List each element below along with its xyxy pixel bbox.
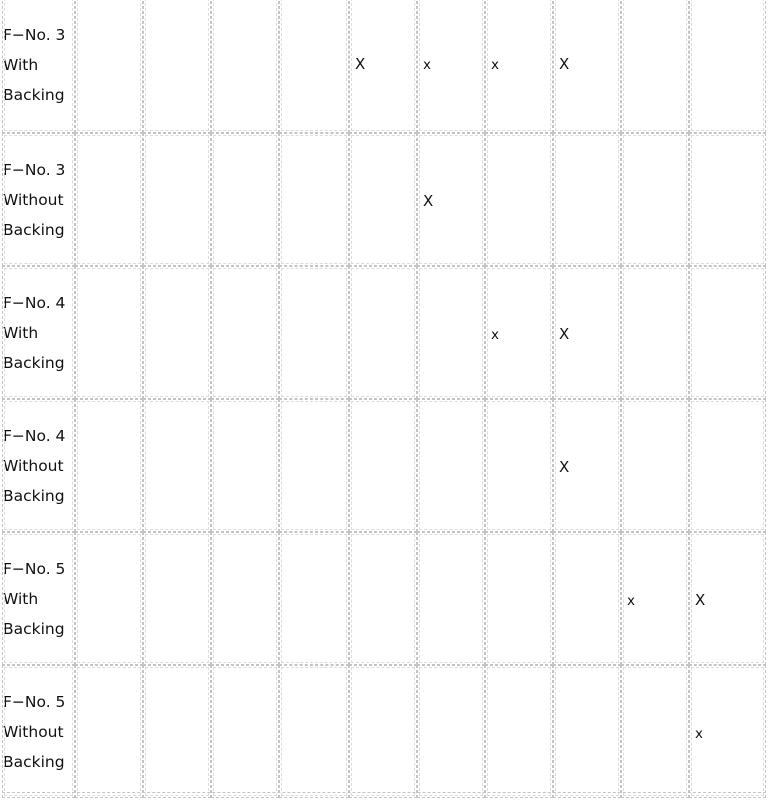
mark-cell — [485, 133, 553, 266]
mark-cell — [349, 532, 417, 665]
mark-symbol: X — [559, 458, 570, 476]
mark-cell — [417, 399, 485, 532]
table-row — [2, 0, 766, 133]
mark-cell — [143, 399, 211, 532]
row-label-line: F−No. 5 — [3, 559, 66, 578]
mark-cell — [279, 665, 349, 798]
mark-cell — [553, 133, 621, 266]
mark-cell — [75, 266, 143, 399]
mark-cell — [417, 133, 485, 266]
mark-symbol: x — [627, 593, 635, 609]
row-label-cell — [2, 532, 75, 665]
mark-cell — [279, 0, 349, 133]
table-row — [2, 133, 766, 266]
mark-symbol: X — [695, 591, 706, 609]
table-row — [2, 532, 766, 665]
row-label-cell — [2, 665, 75, 798]
mark-cell — [211, 266, 279, 399]
mark-cell — [417, 532, 485, 665]
row-label-line: Without — [3, 456, 64, 475]
row-label-line: F−No. 4 — [3, 426, 66, 445]
row-label-line: F−No. 3 — [3, 25, 66, 44]
mark-symbol: X — [355, 55, 366, 73]
mark-cell — [417, 266, 485, 399]
mark-cell — [553, 665, 621, 798]
mark-cell — [689, 0, 766, 133]
mark-cell — [689, 133, 766, 266]
mark-cell — [143, 133, 211, 266]
row-label-cell — [2, 266, 75, 399]
mark-cell — [553, 532, 621, 665]
row-label-line: F−No. 5 — [3, 692, 66, 711]
table-row — [2, 665, 766, 798]
row-label-line: F−No. 3 — [3, 160, 66, 179]
mark-cell — [689, 399, 766, 532]
mark-cell — [621, 0, 689, 133]
mark-cell — [211, 0, 279, 133]
mark-cell — [279, 399, 349, 532]
row-label-cell — [2, 0, 75, 133]
row-label-cell — [2, 399, 75, 532]
row-label-line: Backing — [3, 353, 65, 372]
mark-cell — [349, 0, 417, 133]
row-label-line: With — [3, 55, 39, 74]
row-label-line: F−No. 4 — [3, 293, 66, 312]
mark-cell — [553, 399, 621, 532]
table-row — [2, 266, 766, 399]
row-label-line: Backing — [3, 619, 65, 638]
table-row — [2, 399, 766, 532]
mark-cell — [211, 399, 279, 532]
mark-cell — [553, 0, 621, 133]
mark-cell — [349, 133, 417, 266]
mark-cell — [621, 665, 689, 798]
mark-symbol: x — [423, 57, 431, 73]
mark-symbol: x — [695, 726, 703, 742]
mark-cell — [417, 0, 485, 133]
mark-cell — [553, 266, 621, 399]
mark-cell — [75, 665, 143, 798]
row-label-line: Without — [3, 190, 64, 209]
mark-cell — [211, 133, 279, 266]
row-label-line: Backing — [3, 486, 65, 505]
mark-cell — [621, 266, 689, 399]
mark-cell — [75, 532, 143, 665]
mark-cell — [349, 399, 417, 532]
mark-cell — [75, 399, 143, 532]
row-label-line: With — [3, 589, 39, 608]
mark-cell — [621, 532, 689, 665]
mark-cell — [75, 133, 143, 266]
mark-cell — [485, 665, 553, 798]
mark-cell — [485, 0, 553, 133]
mark-cell — [143, 532, 211, 665]
mark-cell — [143, 266, 211, 399]
row-label-cell — [2, 133, 75, 266]
mark-cell — [143, 0, 211, 133]
row-label-line: Backing — [3, 220, 65, 239]
table-body — [2, 0, 766, 798]
mark-cell — [279, 133, 349, 266]
mark-cell — [621, 399, 689, 532]
mark-cell — [349, 665, 417, 798]
mark-cell — [689, 665, 766, 798]
mark-symbol: X — [423, 192, 434, 210]
mark-cell — [211, 665, 279, 798]
mark-cell — [279, 532, 349, 665]
mark-cell — [485, 399, 553, 532]
mark-symbol: X — [559, 325, 570, 343]
mark-cell — [75, 0, 143, 133]
mark-cell — [485, 266, 553, 399]
mark-symbol: X — [559, 55, 570, 73]
row-label-line: Backing — [3, 85, 65, 104]
mark-cell — [211, 532, 279, 665]
row-label-line: Backing — [3, 752, 65, 771]
qualification-table — [2, 0, 766, 798]
row-label-line: Without — [3, 722, 64, 741]
mark-symbol: x — [491, 327, 499, 343]
mark-cell — [689, 266, 766, 399]
mark-cell — [349, 266, 417, 399]
mark-cell — [485, 532, 553, 665]
mark-cell — [417, 665, 485, 798]
mark-symbol: x — [491, 57, 499, 73]
mark-cell — [689, 532, 766, 665]
mark-cell — [621, 133, 689, 266]
mark-cell — [279, 266, 349, 399]
row-label-line: With — [3, 323, 39, 342]
mark-cell — [143, 665, 211, 798]
